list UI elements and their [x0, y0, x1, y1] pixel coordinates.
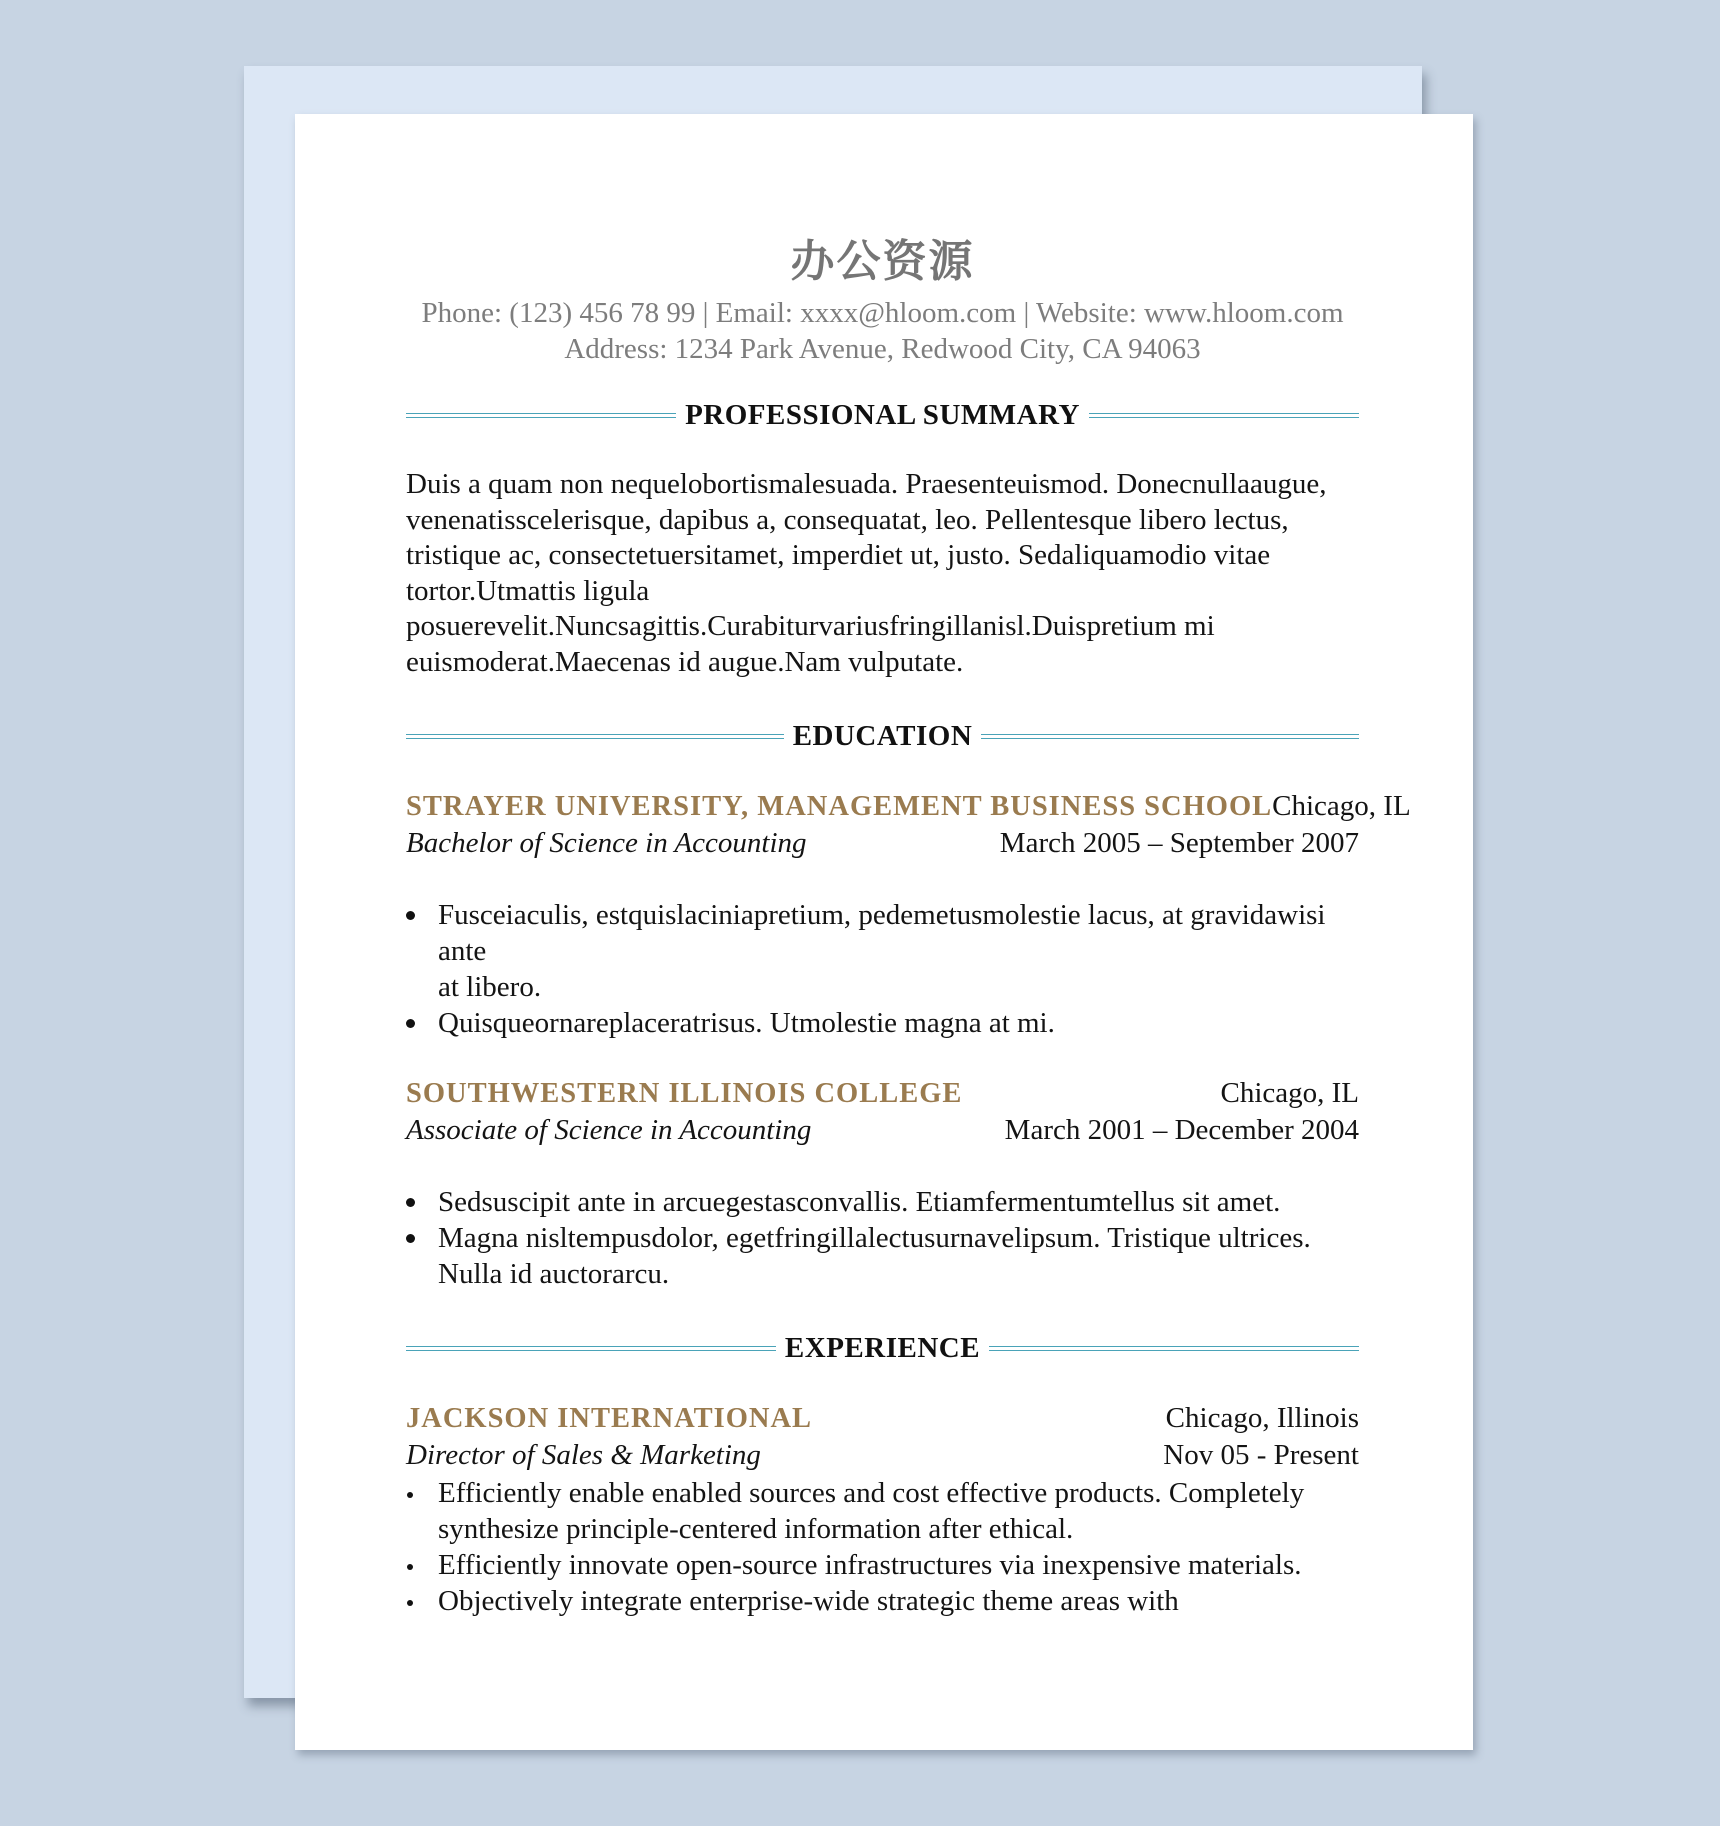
entry-sub-row — [406, 1437, 1359, 1473]
section-heading: PROFESSIONAL SUMMARY — [685, 398, 1080, 431]
degree: Associate of Science in Accounting — [406, 1114, 812, 1146]
list-item — [406, 1005, 1359, 1041]
bullet-line: Objectively integrate enterprise-wide strategic theme areas with — [438, 1585, 1179, 1617]
bullet-icon — [407, 1492, 413, 1498]
bullet-line: Quisqueornareplaceratrisus. Utmolestie magna at mi. — [438, 1007, 1055, 1039]
bullet-icon — [407, 1600, 413, 1606]
summary-line: posuerevelit.Nuncsagittis.Curabiturvariusfringillanisl.Duispretium mi — [406, 610, 1215, 642]
summary-line: Duis a quam non nequelobortismalesuada. Praesenteuismod. Donecnullaaugue, — [406, 468, 1327, 500]
school-name: SOUTHWESTERN ILLINOIS COLLEGE — [406, 1078, 963, 1109]
list-item — [406, 897, 1359, 1005]
education-entry — [406, 788, 1411, 1041]
entry-sub-row — [406, 825, 1359, 861]
list-item — [406, 1475, 1359, 1547]
experience-entry — [406, 1400, 1359, 1619]
job-title: Director of Sales & Marketing — [406, 1439, 761, 1471]
divider-rule — [989, 1346, 1359, 1351]
entry-header-row — [406, 1075, 1359, 1112]
bullet-list — [406, 1475, 1359, 1619]
bullet-line: synthesize principle-centered information after ethical. — [438, 1513, 1074, 1545]
divider-rule — [406, 413, 676, 418]
section-title-experience — [406, 1330, 1359, 1366]
entry-sub-row — [406, 1112, 1359, 1148]
divider-rule — [1089, 413, 1359, 418]
school-location: Chicago, IL — [1272, 790, 1411, 822]
list-item — [406, 1583, 1359, 1619]
summary-line: tristique ac, consectetuersitamet, imperdiet ut, justo. Sedaliquamodio vitae — [406, 539, 1271, 571]
list-item — [406, 1220, 1359, 1292]
bullet-icon — [406, 1019, 415, 1028]
summary-line: tortor.Utmattis ligula — [406, 574, 650, 607]
education-entry — [406, 1075, 1359, 1292]
company-location: Chicago, Illinois — [1165, 1402, 1359, 1434]
bullet-line: Magna nisltempusdolor, egetfringillalectusurnavelipsum. Tristique ultrices. — [438, 1222, 1311, 1254]
bullet-list — [406, 1184, 1359, 1292]
bullet-icon — [406, 911, 415, 920]
date-range: March 2005 – September 2007 — [999, 827, 1359, 859]
entry-header-row — [406, 788, 1411, 825]
bullet-icon — [406, 1234, 415, 1243]
section-title-education — [406, 718, 1359, 754]
bullet-line: Fusceiaculis, estquislaciniapretium, pedemetusmolestie lacus, at gravidawisi ante — [438, 899, 1326, 967]
list-item — [406, 1184, 1359, 1220]
bullet-icon — [407, 1564, 413, 1570]
bullet-line: Efficiently innovate open-source infrastructures via inexpensive materials. — [438, 1549, 1302, 1581]
school-location: Chicago, IL — [1220, 1077, 1359, 1109]
bullet-line: Sedsuscipit ante in arcuegestasconvallis. Etiamfermentumtellus sit amet. — [438, 1186, 1281, 1218]
resume-header — [406, 234, 1359, 367]
bullet-line: Efficiently enable enabled sources and cost effective products. Completely — [438, 1477, 1305, 1509]
divider-rule — [981, 734, 1359, 739]
section-heading: EDUCATION — [792, 719, 973, 752]
bullet-line: at libero. — [438, 971, 542, 1003]
section-heading: EXPERIENCE — [784, 1331, 981, 1364]
summary-text — [406, 467, 1359, 680]
list-item — [406, 1547, 1359, 1583]
resume-content — [406, 234, 1411, 1619]
degree: Bachelor of Science in Accounting — [406, 827, 807, 859]
school-name: STRAYER UNIVERSITY, MANAGEMENT BUSINESS SCHOOL — [406, 791, 1273, 822]
divider-rule — [406, 1346, 776, 1351]
resume-page — [295, 114, 1473, 1750]
date-range: Nov 05 - Present — [1163, 1439, 1359, 1471]
contact-line-2: Address: 1234 Park Avenue, Redwood City, CA 94063 — [564, 333, 1201, 365]
date-range: March 2001 – December 2004 — [1004, 1114, 1359, 1146]
bullet-line: Nulla id auctorarcu. — [438, 1258, 670, 1290]
summary-line: venenatisscelerisque, dapibus a, consequatat, leo. Pellentesque libero lectus, — [406, 503, 1289, 536]
bullet-list — [406, 897, 1359, 1041]
summary-line: euismoderat.Maecenas id augue.Nam vulputate. — [406, 645, 964, 678]
contact-line-1: Phone: (123) 456 78 99 | Email: xxxx@hloom.com | Website: www.hloom.com — [421, 297, 1344, 329]
section-title-summary — [406, 397, 1359, 433]
company-name: JACKSON INTERNATIONAL — [406, 1403, 813, 1434]
bullet-icon — [406, 1198, 415, 1207]
divider-rule — [406, 734, 784, 739]
entry-header-row — [406, 1400, 1359, 1437]
candidate-name: 办公资源 — [790, 236, 975, 287]
